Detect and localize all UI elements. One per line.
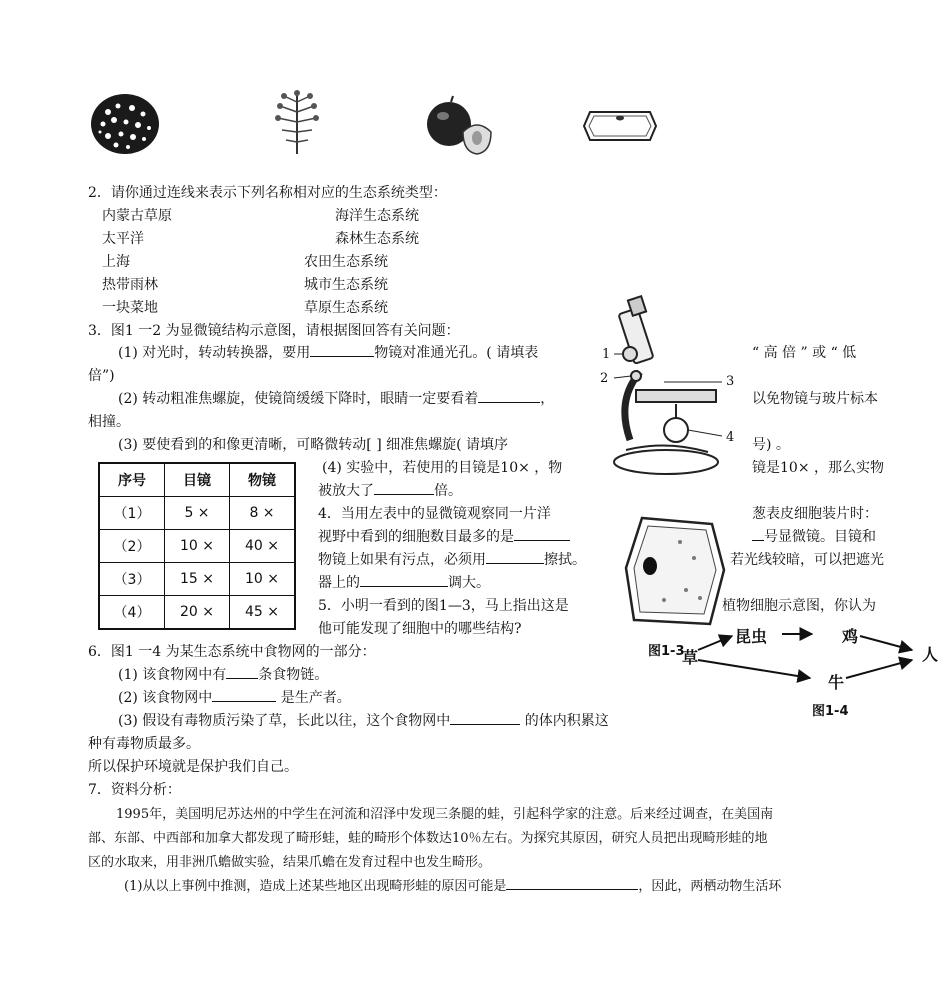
q2-left-item: 内蒙古草原 xyxy=(102,208,172,224)
q7-text-b: ，因此，两栖动物生活环 xyxy=(638,879,782,894)
q3-part4-right: 镜是10× ，那么实物 xyxy=(752,460,884,476)
q3-part1-text-b: 物镜对准通光孔。( 请填表 xyxy=(374,345,539,361)
table-row xyxy=(99,563,295,596)
answer-blank[interactable] xyxy=(360,572,448,587)
table-row xyxy=(99,530,295,563)
q4-line3 xyxy=(318,549,586,569)
q7-part1 xyxy=(124,875,781,894)
plant-cell-figure xyxy=(620,512,730,632)
q3-part3-right: 号) 。 xyxy=(752,437,790,453)
answer-blank[interactable] xyxy=(450,710,520,725)
q4-text: 物镜上如果有污点，必须用 xyxy=(318,552,486,568)
foodweb-cattle: 牛 xyxy=(828,673,845,692)
q6-conclusion: 所以保护环境就是保护我们自己。 xyxy=(88,759,298,775)
q4-text: 视野中看到的细胞数目最多的是 xyxy=(318,529,514,545)
q3-part3: (3) 要使看到的和像更清晰，可略微转动[ ] 细准焦螺旋( 请填序 xyxy=(118,437,509,453)
table-cell: 20 × xyxy=(165,596,230,630)
q4-line2 xyxy=(318,526,570,546)
answer-blank[interactable] xyxy=(212,687,276,702)
q4-line2-right xyxy=(752,526,876,546)
microscope-table xyxy=(98,462,296,630)
q5-line1-right: 植物细胞示意图，你认为 xyxy=(722,598,876,614)
q2-right-item: 农田生态系统 xyxy=(304,254,388,270)
q3-title: 3．图1 一2 为显微镜结构示意图，请根据图回答有关问题： xyxy=(88,323,460,339)
q4-text-b: 擦拭。 xyxy=(544,552,586,568)
answer-blank[interactable] xyxy=(486,549,544,564)
foodweb-insect: 昆虫 xyxy=(735,627,768,646)
table-cell: 10 × xyxy=(230,563,296,596)
table-header: 物镜 xyxy=(230,463,296,497)
microscope-figure xyxy=(596,290,746,480)
foodweb-chicken: 鸡 xyxy=(842,627,859,646)
q5-line1: 5．小明一看到的图1—3，马上指出这是 xyxy=(318,598,569,614)
q3-part4-line2 xyxy=(318,480,462,500)
q4-text-b: 号显微镜。目镜和 xyxy=(764,529,876,545)
q4-text: 器上的 xyxy=(318,575,360,591)
table-cell: 8 × xyxy=(230,497,296,530)
microscope-label: 2 xyxy=(600,371,609,386)
q5-line2: 他可能发现了细胞中的哪些结构? xyxy=(318,621,522,637)
table-header: 序号 xyxy=(99,463,165,497)
q7-paragraph: 区的水取来，用非洲爪蟾做实验，结果爪蟾在发育过程中也发生畸形。 xyxy=(88,855,492,870)
table-cell: （2） xyxy=(99,530,165,563)
q6-text-b: 的体内积累这 xyxy=(520,713,609,729)
cell-outline-image xyxy=(580,108,660,144)
q3-part4-text: 被放大了 xyxy=(318,483,374,499)
q2-right-item: 森林生态系统 xyxy=(335,231,419,247)
table-header: 目镜 xyxy=(165,463,230,497)
q6-title: 6．图1 一4 为某生态系统中食物网的一部分： xyxy=(88,644,376,660)
microscope-label: 1 xyxy=(602,347,611,362)
q3-part1 xyxy=(118,342,538,362)
answer-blank[interactable] xyxy=(506,875,638,890)
q2-right-item: 海洋生态系统 xyxy=(335,208,419,224)
answer-blank[interactable] xyxy=(514,526,570,541)
q7-paragraph: 1995年，美国明尼苏达州的中学生在河流和沼泽中发现三条腿的蛙，引起科学家的注意。后来经过调查，在美国南 xyxy=(116,807,774,822)
table-cell: 10 × xyxy=(165,530,230,563)
q3-part4: (4) 实验中，若使用的目镜是10× ，物 xyxy=(322,460,563,476)
table-cell: 40 × xyxy=(230,530,296,563)
apple-image xyxy=(425,94,497,160)
microscope-label: 3 xyxy=(726,374,735,389)
q3-part2 xyxy=(118,388,554,408)
table-cell: 15 × xyxy=(165,563,230,596)
q3-part1-end: 倍”) xyxy=(88,368,115,384)
q2-left-item: 热带雨林 xyxy=(102,277,158,293)
q6-part1 xyxy=(118,664,328,684)
q2-left-item: 一块菜地 xyxy=(102,300,158,316)
fig13-label: 图1-3 xyxy=(648,644,685,659)
q6-part3-end: 种有毒物质最多。 xyxy=(88,736,200,752)
foodweb-arrows xyxy=(680,620,940,700)
table-row xyxy=(99,497,295,530)
q3-part4-end: 倍。 xyxy=(434,483,462,499)
comma: ， xyxy=(540,391,555,407)
q2-title: 2．请你通过连线来表示下列名称相对应的生态系统类型： xyxy=(88,185,447,201)
table-cell: 45 × xyxy=(230,596,296,630)
q3-part1-text: (1) 对光时，转动转换器，要用 xyxy=(118,345,311,361)
q6-text-b: 是生产者。 xyxy=(276,690,351,706)
q4-line1-right: 葱表皮细胞装片时： xyxy=(752,506,878,522)
answer-blank[interactable] xyxy=(752,526,764,541)
q3-part2-end: 相撞。 xyxy=(88,414,130,430)
plant-image xyxy=(272,88,322,156)
answer-blank[interactable] xyxy=(310,342,374,357)
q3-part2-right: 以免物镜与玻片标本 xyxy=(752,391,878,407)
q6-text: (3) 假设有毒物质污染了草，长此以往，这个食物网中 xyxy=(118,713,451,729)
cell-texture-image xyxy=(88,92,162,156)
q2-right-item: 城市生态系统 xyxy=(304,277,388,293)
microscope-label: 4 xyxy=(726,430,735,445)
answer-blank[interactable] xyxy=(374,480,434,495)
q6-text: (1) 该食物网中有 xyxy=(118,667,227,683)
table-row xyxy=(99,596,295,630)
q4-line1: 4．当用左表中的显微镜观察同一片洋 xyxy=(318,506,551,522)
table-cell: （3） xyxy=(99,563,165,596)
q7-paragraph: 部、东部、中西部和加拿大都发现了畸形蛙，蛙的畸形个体数达10％左右。为探究其原因，研究人员把出现畸形蛙的地 xyxy=(88,831,768,846)
q4-line3-right: 若光线较暗，可以把遮光 xyxy=(730,552,884,568)
q2-left-item: 上海 xyxy=(102,254,130,270)
foodweb-grass: 草 xyxy=(682,648,699,667)
q7-title: 7．资料分析： xyxy=(88,782,181,798)
q7-text: (1)从以上事例中推测，造成上述某些地区出现畸形蛙的原因可能是 xyxy=(124,879,507,894)
fig14-label: 图1-4 xyxy=(812,704,849,719)
q2-right-item: 草原生态系统 xyxy=(304,300,388,316)
answer-blank[interactable] xyxy=(226,664,258,679)
answer-blank[interactable] xyxy=(478,388,540,403)
table-cell: （1） xyxy=(99,497,165,530)
q6-part2 xyxy=(118,687,351,707)
foodweb-human: 人 xyxy=(922,645,939,664)
q4-text-b: 调大。 xyxy=(448,575,490,591)
table-cell: 5 × xyxy=(165,497,230,530)
q3-part1-right: “ 高 倍 ” 或 “ 低 xyxy=(752,345,857,361)
q6-text-b: 条食物链。 xyxy=(258,667,329,683)
q6-part3 xyxy=(118,710,609,730)
table-cell: （4） xyxy=(99,596,165,630)
q3-part2-text: (2) 转动粗准焦螺旋，使镜筒缓缓下降时，眼睛一定要看着 xyxy=(118,391,479,407)
q2-left-item: 太平洋 xyxy=(102,231,144,247)
table-header-row xyxy=(99,463,295,497)
q6-text: (2) 该食物网中 xyxy=(118,690,213,706)
q4-line4 xyxy=(318,572,490,592)
